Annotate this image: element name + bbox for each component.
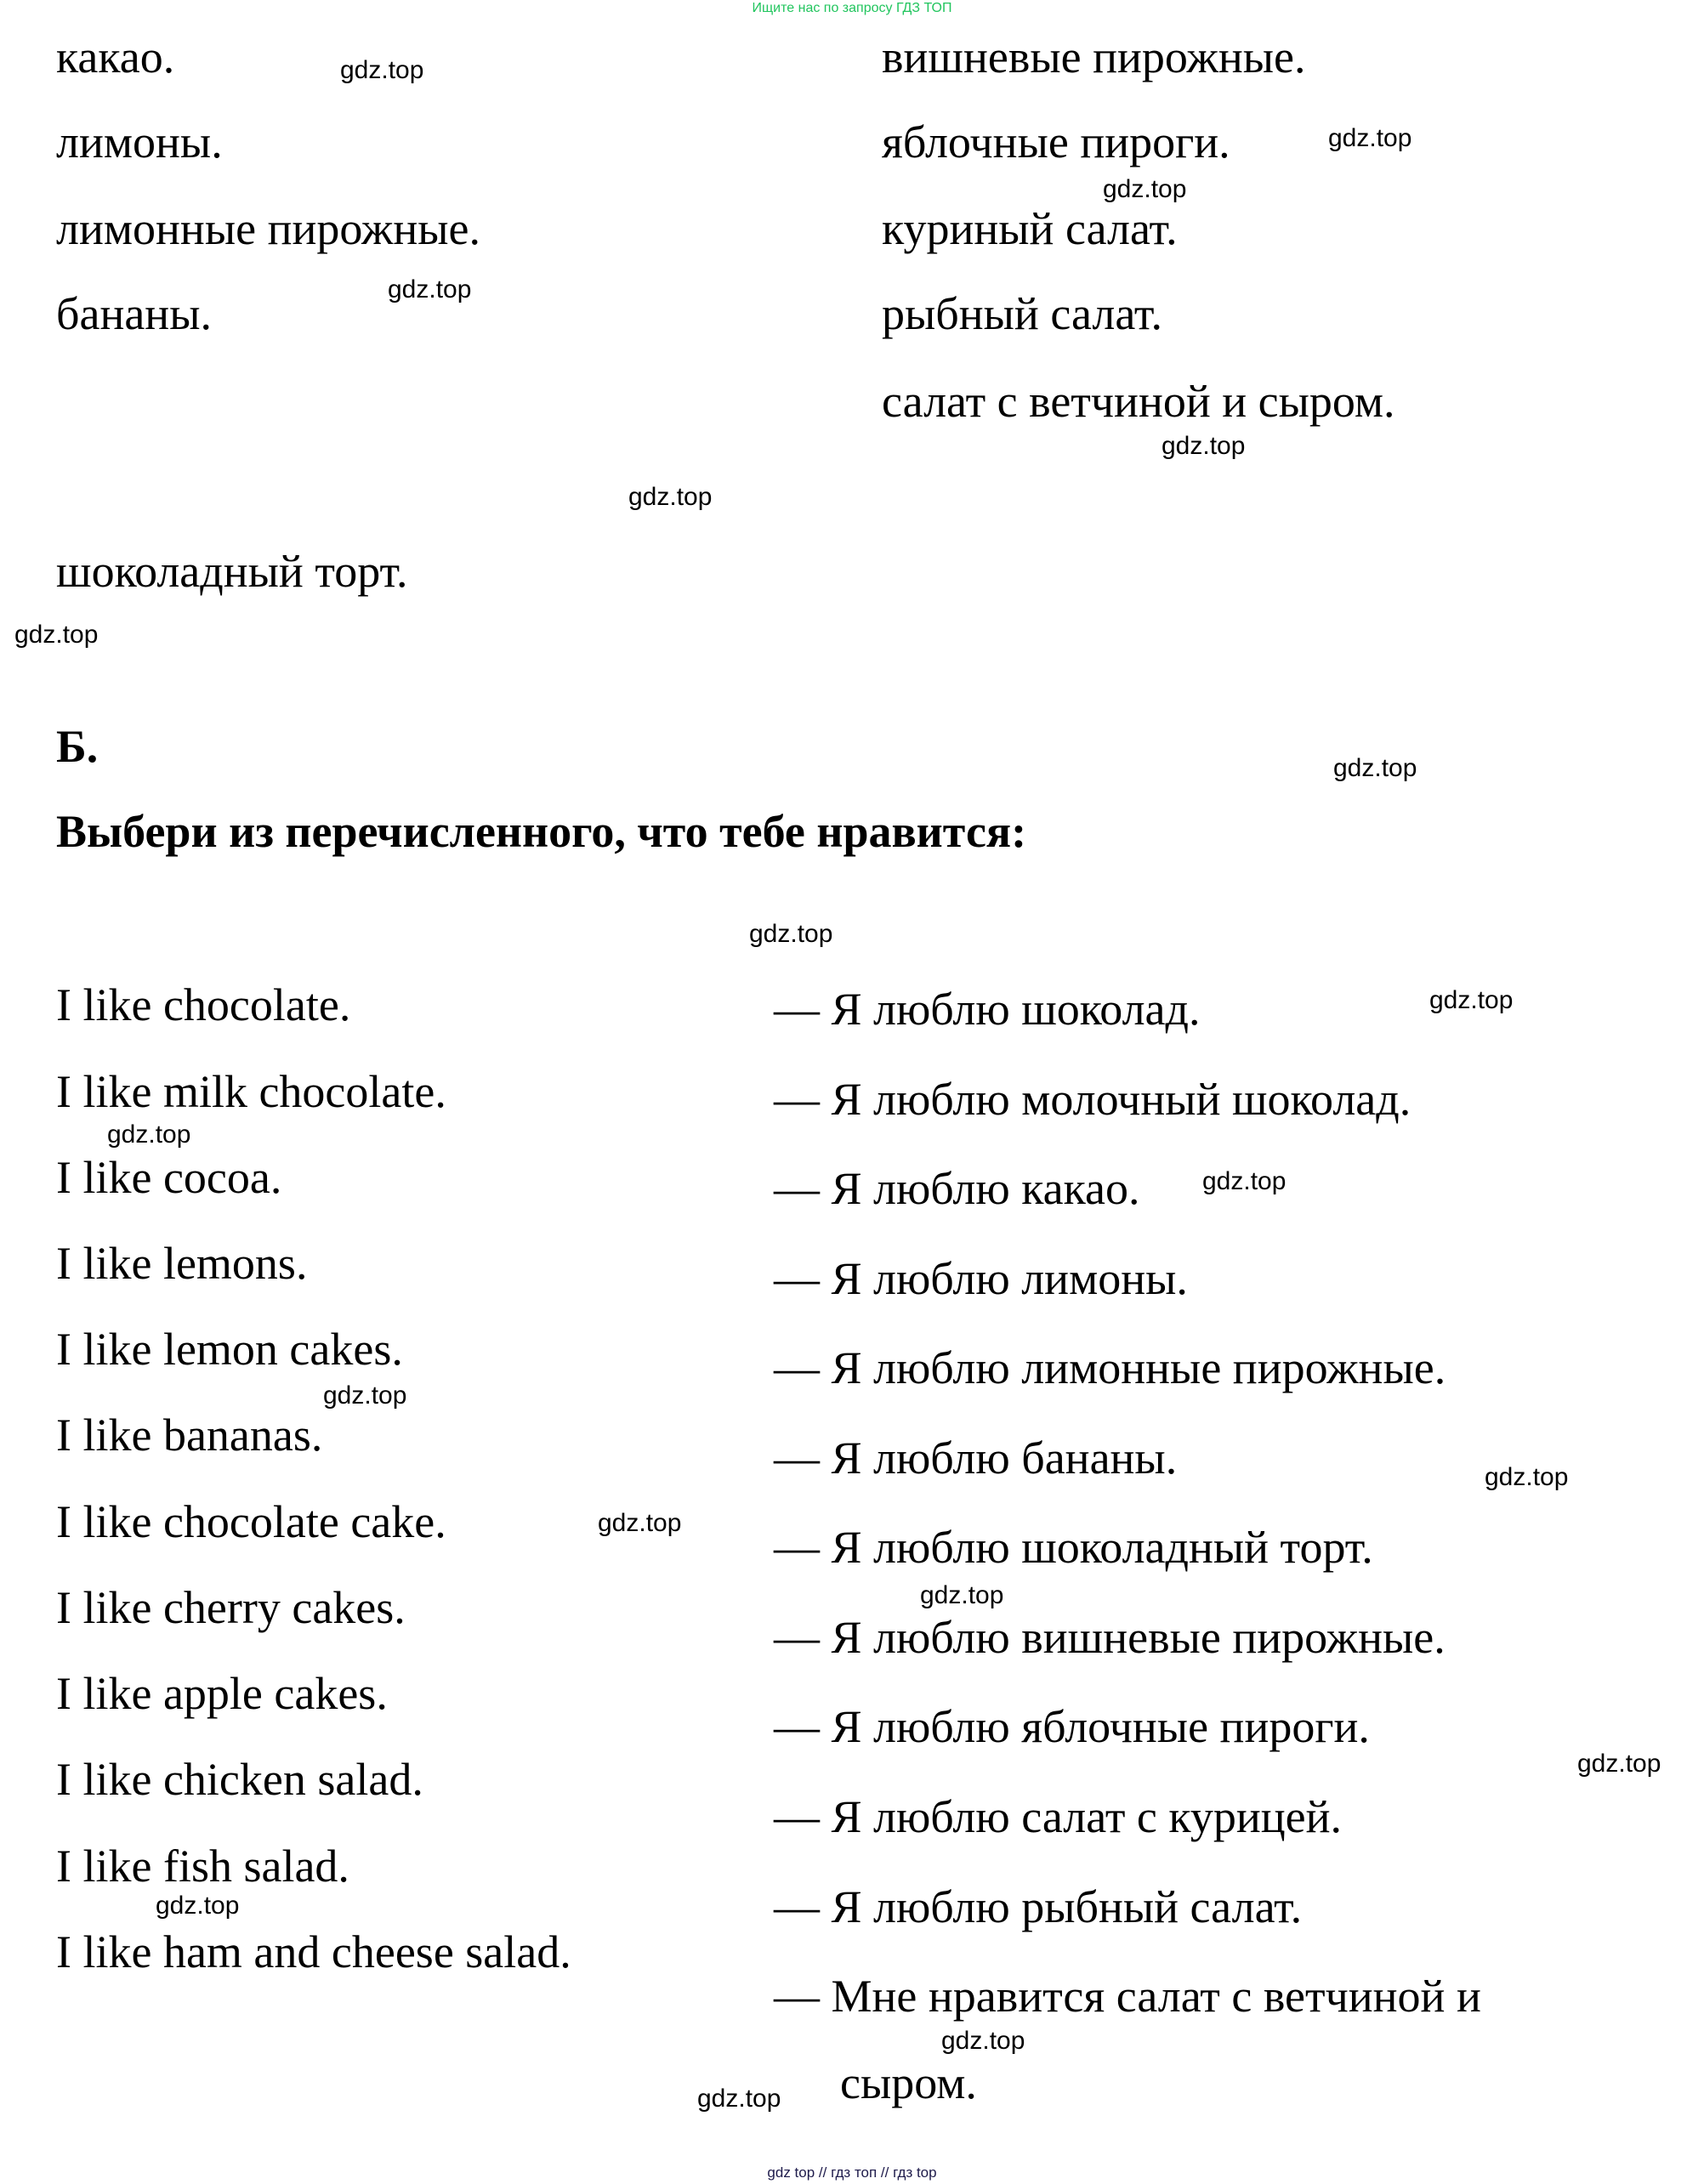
watermark: gdz.top <box>1103 175 1187 203</box>
watermark: gdz.top <box>598 1509 682 1537</box>
watermark: gdz.top <box>323 1381 407 1410</box>
russian-sentence: — Я люблю шоколадный торт. <box>774 1522 1373 1573</box>
russian-sentence: — Мне нравится салат с ветчиной и <box>774 1971 1481 2022</box>
russian-sentence: — Я люблю бананы. <box>774 1432 1178 1483</box>
watermark: gdz.top <box>1485 1463 1569 1491</box>
top-banner: Ищите нас по запросу ГДЗ ТОП <box>752 1 952 15</box>
watermark: gdz.top <box>749 920 833 948</box>
watermark: gdz.top <box>1429 986 1514 1014</box>
list-item: шоколадный торт. <box>56 546 408 597</box>
section-letter: Б. <box>56 721 99 772</box>
list-item: вишневые пирожные. <box>882 31 1306 82</box>
russian-sentence: сыром. <box>840 2057 977 2108</box>
russian-sentence: — Я люблю салат с курицей. <box>774 1791 1343 1842</box>
watermark: gdz.top <box>340 56 424 84</box>
english-sentence: I like milk chocolate. <box>56 1066 446 1117</box>
watermark: gdz.top <box>1202 1167 1287 1195</box>
watermark: gdz.top <box>1333 754 1417 782</box>
english-sentence: I like lemon cakes. <box>56 1324 403 1375</box>
russian-sentence: — Я люблю рыбный салат. <box>774 1881 1303 1932</box>
watermark: gdz.top <box>107 1120 191 1149</box>
watermark: gdz.top <box>14 621 99 649</box>
russian-sentence: — Я люблю лимоны. <box>774 1253 1188 1304</box>
english-sentence: I like cocoa. <box>56 1152 282 1203</box>
watermark: gdz.top <box>628 483 713 511</box>
watermark: gdz.top <box>156 1892 240 1920</box>
watermark: gdz.top <box>1577 1750 1661 1778</box>
english-sentence: I like ham and cheese salad. <box>56 1926 571 1977</box>
russian-sentence: — Я люблю вишневые пирожные. <box>774 1612 1446 1663</box>
footer: gdz top // гдз топ // гдз top <box>767 2164 937 2181</box>
watermark: gdz.top <box>941 2027 1025 2055</box>
english-sentence: I like fish salad. <box>56 1841 349 1892</box>
list-item: рыбный салат. <box>882 288 1162 339</box>
russian-sentence: — Я люблю шоколад. <box>774 984 1201 1035</box>
english-sentence: I like bananas. <box>56 1410 323 1461</box>
english-sentence: I like cherry cakes. <box>56 1582 406 1633</box>
english-sentence: I like chicken salad. <box>56 1754 423 1805</box>
list-item: яблочные пироги. <box>882 116 1230 167</box>
watermark: gdz.top <box>1328 124 1412 152</box>
english-sentence: I like apple cakes. <box>56 1668 388 1719</box>
english-sentence: I like lemons. <box>56 1238 308 1289</box>
list-item: куриный салат. <box>882 203 1178 254</box>
list-item: лимоны. <box>56 116 223 167</box>
russian-sentence: — Я люблю молочный шоколад. <box>774 1074 1411 1125</box>
english-sentence: I like chocolate cake. <box>56 1496 446 1547</box>
russian-sentence: — Я люблю лимонные пирожные. <box>774 1342 1446 1393</box>
list-item: какао. <box>56 31 175 82</box>
watermark: gdz.top <box>388 275 472 303</box>
watermark: gdz.top <box>920 1581 1004 1609</box>
section-instruction: Выбери из перечисленного, что тебе нравится: <box>56 806 1027 857</box>
list-item: салат с ветчиной и сыром. <box>882 376 1395 427</box>
list-item: лимонные пирожные. <box>56 203 480 254</box>
english-sentence: I like chocolate. <box>56 979 351 1030</box>
russian-sentence: — Я люблю какао. <box>774 1163 1140 1214</box>
russian-sentence: — Я люблю яблочные пироги. <box>774 1701 1370 1752</box>
watermark: gdz.top <box>697 2085 781 2113</box>
watermark: gdz.top <box>1162 432 1246 460</box>
list-item: бананы. <box>56 288 212 339</box>
